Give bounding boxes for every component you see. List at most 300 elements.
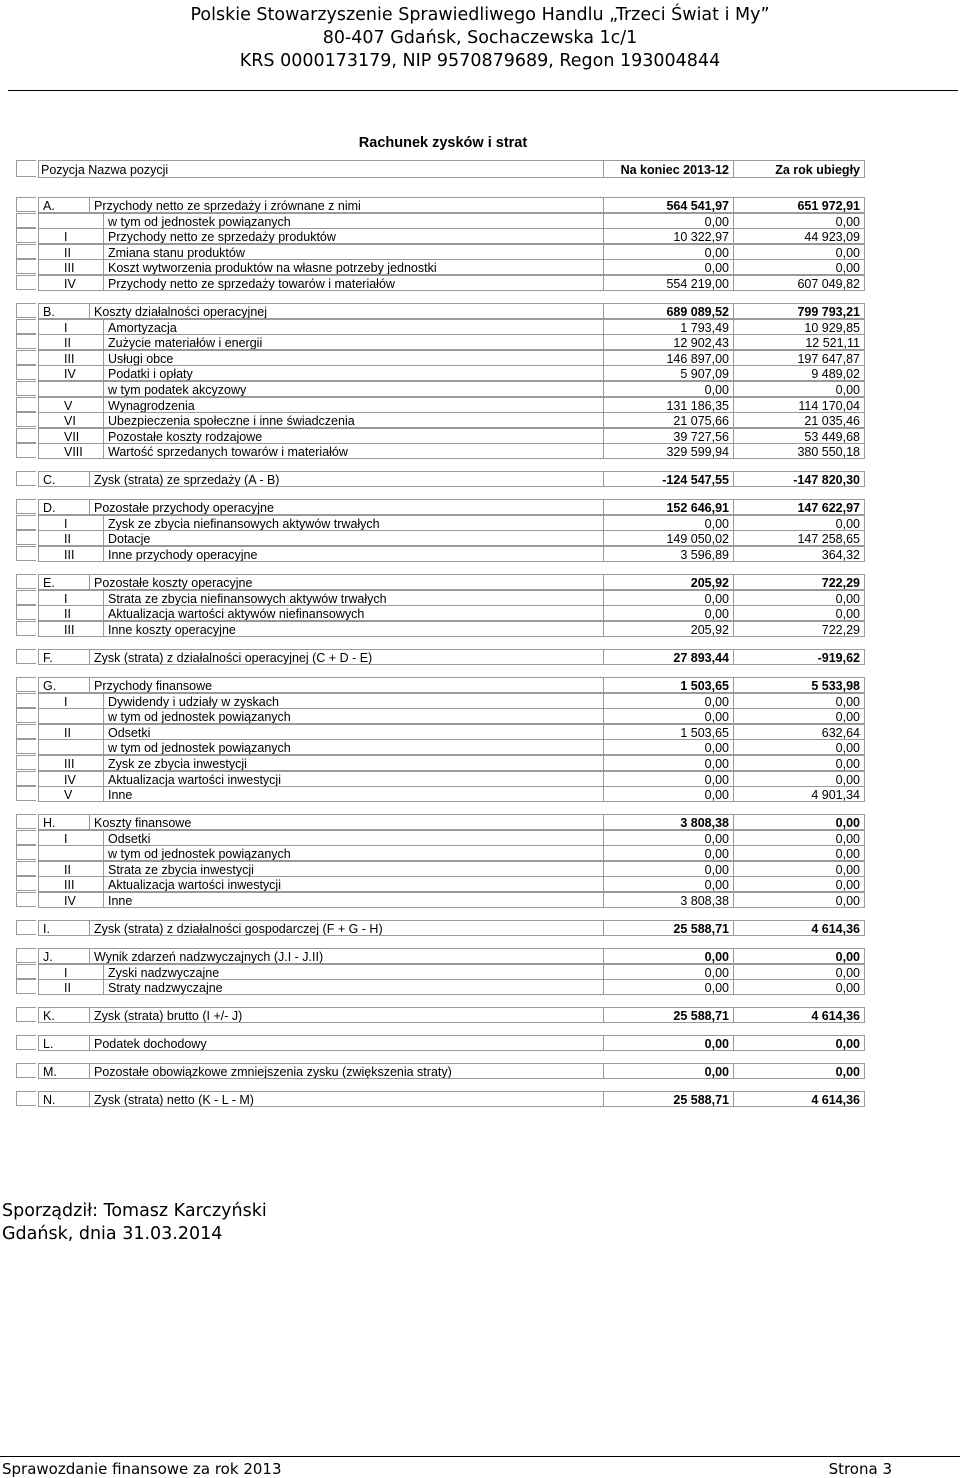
row-marker bbox=[16, 786, 36, 801]
column-current-label: Na koniec 2013-12 bbox=[604, 160, 734, 178]
row-code: VII bbox=[38, 428, 104, 444]
row-marker bbox=[16, 861, 36, 876]
row-code bbox=[38, 213, 104, 229]
row-name: Strata ze zbycia niefinansowych aktywów trwałych bbox=[104, 590, 604, 606]
value-previous: 0,00 bbox=[734, 213, 865, 229]
row-marker bbox=[16, 590, 36, 605]
table-row bbox=[16, 428, 865, 444]
row-code: IV bbox=[38, 365, 104, 381]
row-code: V bbox=[38, 397, 104, 413]
row-name: w tym od jednostek powiązanych bbox=[104, 739, 604, 755]
table-row bbox=[16, 515, 865, 531]
row-code: E. bbox=[38, 574, 90, 590]
value-current: 3 596,89 bbox=[604, 546, 734, 562]
row-name: Strata ze zbycia inwestycji bbox=[104, 861, 604, 877]
value-current: 0,00 bbox=[604, 244, 734, 260]
table-row bbox=[16, 530, 865, 546]
value-previous: 114 170,04 bbox=[734, 397, 865, 413]
row-marker bbox=[16, 228, 36, 243]
row-name: Ubezpieczenia społeczne i inne świadczenia bbox=[104, 412, 604, 428]
section-total-row bbox=[16, 814, 865, 830]
value-previous: 0,00 bbox=[734, 708, 865, 724]
row-marker bbox=[16, 739, 36, 754]
row-code: K. bbox=[38, 1007, 90, 1023]
value-current: 0,00 bbox=[604, 876, 734, 892]
value-previous: 4 901,34 bbox=[734, 786, 865, 802]
row-code: J. bbox=[38, 948, 90, 964]
row-name: Koszt wytworzenia produktów na własne potrzeby jednostki bbox=[104, 259, 604, 275]
table-row bbox=[16, 724, 865, 740]
row-code bbox=[38, 739, 104, 755]
table-row bbox=[16, 443, 865, 459]
row-name: Dywidendy i udziały w zyskach bbox=[104, 693, 604, 709]
footer-divider bbox=[0, 1456, 960, 1457]
row-code: F. bbox=[38, 649, 90, 665]
row-code: III bbox=[38, 546, 104, 562]
value-previous: 4 614,36 bbox=[734, 1091, 865, 1107]
value-previous: 0,00 bbox=[734, 739, 865, 755]
row-code bbox=[38, 381, 104, 397]
value-current: 0,00 bbox=[604, 771, 734, 787]
section-total-row bbox=[16, 649, 865, 665]
row-marker bbox=[16, 530, 36, 545]
column-header bbox=[16, 160, 865, 178]
row-name: Wynik zdarzeń nadzwyczajnych (J.I - J.II) bbox=[90, 948, 604, 964]
table-row bbox=[16, 365, 865, 381]
row-name: Podatki i opłaty bbox=[104, 365, 604, 381]
section-total-row bbox=[16, 1063, 865, 1079]
value-current: 146 897,00 bbox=[604, 350, 734, 366]
row-name: Aktualizacja wartości aktywów niefinansowych bbox=[104, 605, 604, 621]
table-row bbox=[16, 892, 865, 908]
table-row bbox=[16, 319, 865, 335]
row-code: II bbox=[38, 861, 104, 877]
row-name: Straty nadzwyczajne bbox=[104, 979, 604, 995]
value-current: 3 808,38 bbox=[604, 892, 734, 908]
value-previous: 0,00 bbox=[734, 1063, 865, 1079]
row-code: I bbox=[38, 228, 104, 244]
row-name: Zysk ze zbycia inwestycji bbox=[104, 755, 604, 771]
column-position-label: Pozycja bbox=[41, 163, 85, 177]
value-previous: 0,00 bbox=[734, 244, 865, 260]
row-name: Koszty finansowe bbox=[90, 814, 604, 830]
value-current: 0,00 bbox=[604, 515, 734, 531]
row-name: Wartość sprzedanych towarów i materiałów bbox=[104, 443, 604, 459]
table-row bbox=[16, 213, 865, 229]
value-previous: 799 793,21 bbox=[734, 303, 865, 319]
row-marker bbox=[16, 350, 36, 365]
value-current: 0,00 bbox=[604, 381, 734, 397]
value-previous: 0,00 bbox=[734, 605, 865, 621]
row-code: III bbox=[38, 621, 104, 637]
row-code: I bbox=[38, 693, 104, 709]
section-total-row bbox=[16, 1035, 865, 1051]
value-previous: 0,00 bbox=[734, 892, 865, 908]
value-previous: 0,00 bbox=[734, 948, 865, 964]
row-marker bbox=[16, 948, 36, 963]
value-previous: 0,00 bbox=[734, 1035, 865, 1051]
column-previous-label: Za rok ubiegły bbox=[734, 160, 865, 178]
table-row bbox=[16, 397, 865, 413]
row-marker bbox=[16, 649, 36, 664]
row-name: Pozostałe przychody operacyjne bbox=[90, 499, 604, 515]
value-current: 27 893,44 bbox=[604, 649, 734, 665]
row-name: Inne koszty operacyjne bbox=[104, 621, 604, 637]
row-name: w tym od jednostek powiązanych bbox=[104, 213, 604, 229]
place-date: Gdańsk, dnia 31.03.2014 bbox=[2, 1224, 223, 1244]
table-row bbox=[16, 259, 865, 275]
value-previous: 651 972,91 bbox=[734, 197, 865, 213]
value-current: 0,00 bbox=[604, 964, 734, 980]
row-marker bbox=[16, 621, 36, 636]
value-current: 205,92 bbox=[604, 621, 734, 637]
section-total-row bbox=[16, 499, 865, 515]
value-current: 205,92 bbox=[604, 574, 734, 590]
row-name: Przychody finansowe bbox=[90, 677, 604, 693]
row-marker bbox=[16, 319, 36, 334]
row-marker bbox=[16, 693, 36, 708]
row-code: VI bbox=[38, 412, 104, 428]
row-code: VIII bbox=[38, 443, 104, 459]
value-previous: 722,29 bbox=[734, 621, 865, 637]
table-row bbox=[16, 228, 865, 244]
section-total-row bbox=[16, 677, 865, 693]
value-current: 0,00 bbox=[604, 590, 734, 606]
row-marker bbox=[16, 428, 36, 443]
value-previous: 53 449,68 bbox=[734, 428, 865, 444]
value-current: 0,00 bbox=[604, 213, 734, 229]
value-previous: 4 614,36 bbox=[734, 1007, 865, 1023]
value-previous: 0,00 bbox=[734, 381, 865, 397]
statement-title: Rachunek zysków i strat bbox=[358, 135, 528, 151]
table-row bbox=[16, 412, 865, 428]
column-header-position-name bbox=[38, 160, 604, 178]
value-current: 0,00 bbox=[604, 1035, 734, 1051]
value-current: 0,00 bbox=[604, 786, 734, 802]
row-marker bbox=[16, 892, 36, 907]
value-previous: 632,64 bbox=[734, 724, 865, 740]
prepared-by: Sporządził: Tomasz Karczyński bbox=[2, 1201, 267, 1221]
row-code: N. bbox=[38, 1091, 90, 1107]
value-previous: -147 820,30 bbox=[734, 471, 865, 487]
value-previous: 0,00 bbox=[734, 515, 865, 531]
row-name: Inne bbox=[104, 892, 604, 908]
value-current: 0,00 bbox=[604, 739, 734, 755]
row-marker bbox=[16, 845, 36, 860]
row-marker bbox=[16, 708, 36, 723]
value-current: 25 588,71 bbox=[604, 1007, 734, 1023]
row-code: II bbox=[38, 724, 104, 740]
row-marker bbox=[16, 381, 36, 396]
row-marker bbox=[16, 334, 36, 349]
row-marker bbox=[16, 814, 36, 829]
value-previous: 147 622,97 bbox=[734, 499, 865, 515]
row-name: w tym podatek akcyzowy bbox=[104, 381, 604, 397]
value-previous: 0,00 bbox=[734, 590, 865, 606]
value-current: 131 186,35 bbox=[604, 397, 734, 413]
header-divider bbox=[8, 90, 958, 91]
row-name: w tym od jednostek powiązanych bbox=[104, 708, 604, 724]
row-code: I bbox=[38, 319, 104, 335]
row-marker bbox=[16, 443, 36, 458]
row-marker bbox=[16, 920, 36, 935]
value-previous: 607 049,82 bbox=[734, 275, 865, 291]
row-marker bbox=[16, 365, 36, 380]
row-name: Pozostałe koszty rodzajowe bbox=[104, 428, 604, 444]
row-name: Pozostałe obowiązkowe zmniejszenia zysku (zwiększenia straty) bbox=[90, 1063, 604, 1079]
value-previous: 0,00 bbox=[734, 259, 865, 275]
table-row bbox=[16, 693, 865, 709]
row-marker bbox=[16, 830, 36, 845]
row-marker bbox=[16, 515, 36, 530]
value-previous: 364,32 bbox=[734, 546, 865, 562]
row-name: Aktualizacja wartości inwestycji bbox=[104, 876, 604, 892]
row-name: Wynagrodzenia bbox=[104, 397, 604, 413]
row-name: Zysk ze zbycia niefinansowych aktywów trwałych bbox=[104, 515, 604, 531]
row-marker bbox=[16, 412, 36, 427]
value-previous: 0,00 bbox=[734, 876, 865, 892]
value-previous: 0,00 bbox=[734, 861, 865, 877]
row-code bbox=[38, 845, 104, 861]
value-previous: 0,00 bbox=[734, 979, 865, 995]
value-previous: 12 521,11 bbox=[734, 334, 865, 350]
value-current: 329 599,94 bbox=[604, 443, 734, 459]
value-previous: 0,00 bbox=[734, 771, 865, 787]
row-name: Koszty działalności operacyjnej bbox=[90, 303, 604, 319]
footer-document-title: Sprawozdanie finansowe za rok 2013 bbox=[2, 1460, 282, 1478]
row-name: Aktualizacja wartości inwestycji bbox=[104, 771, 604, 787]
value-current: 25 588,71 bbox=[604, 920, 734, 936]
value-current: 0,00 bbox=[604, 979, 734, 995]
row-code: D. bbox=[38, 499, 90, 515]
table-row bbox=[16, 786, 865, 802]
table-row bbox=[16, 350, 865, 366]
row-marker bbox=[16, 755, 36, 770]
table-row bbox=[16, 334, 865, 350]
row-marker bbox=[16, 303, 36, 318]
row-marker bbox=[16, 605, 36, 620]
row-marker bbox=[16, 244, 36, 259]
table-row bbox=[16, 546, 865, 562]
row-name: Przychody netto ze sprzedaży towarów i materiałów bbox=[104, 275, 604, 291]
value-previous: 4 614,36 bbox=[734, 920, 865, 936]
row-name: Zysk (strata) z działalności gospodarczej (F + G - H) bbox=[90, 920, 604, 936]
row-name: Inne przychody operacyjne bbox=[104, 546, 604, 562]
row-code: II bbox=[38, 334, 104, 350]
value-previous: 10 929,85 bbox=[734, 319, 865, 335]
value-current: 554 219,00 bbox=[604, 275, 734, 291]
value-current: 564 541,97 bbox=[604, 197, 734, 213]
table-row bbox=[16, 876, 865, 892]
row-name: w tym od jednostek powiązanych bbox=[104, 845, 604, 861]
value-previous: 380 550,18 bbox=[734, 443, 865, 459]
row-name: Odsetki bbox=[104, 830, 604, 846]
row-name: Zyski nadzwyczajne bbox=[104, 964, 604, 980]
row-marker bbox=[16, 397, 36, 412]
row-marker bbox=[16, 574, 36, 589]
row-marker bbox=[16, 876, 36, 891]
section-total-row bbox=[16, 303, 865, 319]
value-current: 149 050,02 bbox=[604, 530, 734, 546]
row-name: Zysk (strata) ze sprzedaży (A - B) bbox=[90, 471, 604, 487]
value-current: 0,00 bbox=[604, 605, 734, 621]
value-current: 12 902,43 bbox=[604, 334, 734, 350]
section-total-row bbox=[16, 1091, 865, 1107]
table-row bbox=[16, 244, 865, 260]
row-name: Dotacje bbox=[104, 530, 604, 546]
row-code: III bbox=[38, 755, 104, 771]
value-previous: 9 489,02 bbox=[734, 365, 865, 381]
value-current: 5 907,09 bbox=[604, 365, 734, 381]
value-previous: 0,00 bbox=[734, 845, 865, 861]
table-row bbox=[16, 739, 865, 755]
row-marker bbox=[16, 964, 36, 979]
row-code: I. bbox=[38, 920, 90, 936]
table-row bbox=[16, 621, 865, 637]
row-name: Zmiana stanu produktów bbox=[104, 244, 604, 260]
row-marker bbox=[16, 1035, 36, 1050]
row-name: Pozostałe koszty operacyjne bbox=[90, 574, 604, 590]
value-current: 0,00 bbox=[604, 755, 734, 771]
row-marker bbox=[16, 160, 36, 177]
value-current: 1 503,65 bbox=[604, 724, 734, 740]
value-previous: 197 647,87 bbox=[734, 350, 865, 366]
table-row bbox=[16, 964, 865, 980]
row-code: II bbox=[38, 530, 104, 546]
row-code: III bbox=[38, 876, 104, 892]
section-total-row bbox=[16, 948, 865, 964]
value-current: 0,00 bbox=[604, 259, 734, 275]
org-registry: KRS 0000173179, NIP 9570879689, Regon 193004844 bbox=[239, 51, 721, 71]
row-marker bbox=[16, 197, 36, 212]
row-code: II bbox=[38, 979, 104, 995]
row-marker bbox=[16, 979, 36, 994]
row-name: Zysk (strata) z działalności operacyjnej (C + D - E) bbox=[90, 649, 604, 665]
row-code: C. bbox=[38, 471, 90, 487]
value-previous: 44 923,09 bbox=[734, 228, 865, 244]
value-current: 152 646,91 bbox=[604, 499, 734, 515]
row-marker bbox=[16, 275, 36, 290]
row-name: Amortyzacja bbox=[104, 319, 604, 335]
table-row bbox=[16, 845, 865, 861]
value-current: 0,00 bbox=[604, 861, 734, 877]
row-marker bbox=[16, 259, 36, 274]
row-code: A. bbox=[38, 197, 90, 213]
row-code: M. bbox=[38, 1063, 90, 1079]
table-row bbox=[16, 381, 865, 397]
table-row bbox=[16, 275, 865, 291]
value-previous: 0,00 bbox=[734, 693, 865, 709]
row-code: H. bbox=[38, 814, 90, 830]
row-marker bbox=[16, 1007, 36, 1022]
row-marker bbox=[16, 471, 36, 486]
value-current: 21 075,66 bbox=[604, 412, 734, 428]
value-previous: 0,00 bbox=[734, 830, 865, 846]
row-marker bbox=[16, 724, 36, 739]
value-current: 0,00 bbox=[604, 1063, 734, 1079]
value-current: 0,00 bbox=[604, 948, 734, 964]
footer-page-number: Strona 3 bbox=[828, 1460, 892, 1478]
row-code: IV bbox=[38, 275, 104, 291]
table-row bbox=[16, 861, 865, 877]
value-previous: 0,00 bbox=[734, 814, 865, 830]
section-total-row bbox=[16, 197, 865, 213]
org-name: Polskie Stowarzyszenie Sprawiedliwego Handlu „Trzeci Świat i My” bbox=[190, 5, 770, 25]
value-current: 0,00 bbox=[604, 830, 734, 846]
row-code: I bbox=[38, 590, 104, 606]
row-code: I bbox=[38, 964, 104, 980]
row-marker bbox=[16, 213, 36, 228]
value-current: 1 793,49 bbox=[604, 319, 734, 335]
row-name: Odsetki bbox=[104, 724, 604, 740]
org-address: 80-407 Gdańsk, Sochaczewska 1c/1 bbox=[322, 28, 638, 48]
table-row bbox=[16, 605, 865, 621]
row-code: I bbox=[38, 830, 104, 846]
value-current: 0,00 bbox=[604, 693, 734, 709]
row-name: Zysk (strata) netto (K - L - M) bbox=[90, 1091, 604, 1107]
value-previous: 0,00 bbox=[734, 755, 865, 771]
table-row bbox=[16, 708, 865, 724]
row-code: IV bbox=[38, 771, 104, 787]
value-current: 10 322,97 bbox=[604, 228, 734, 244]
row-marker bbox=[16, 1063, 36, 1078]
row-name: Inne bbox=[104, 786, 604, 802]
value-previous: 147 258,65 bbox=[734, 530, 865, 546]
section-total-row bbox=[16, 471, 865, 487]
section-total-row bbox=[16, 574, 865, 590]
row-marker bbox=[16, 1091, 36, 1106]
value-current: 0,00 bbox=[604, 845, 734, 861]
value-current: 25 588,71 bbox=[604, 1091, 734, 1107]
section-total-row bbox=[16, 1007, 865, 1023]
row-marker bbox=[16, 677, 36, 692]
row-code: B. bbox=[38, 303, 90, 319]
table-row bbox=[16, 590, 865, 606]
row-code bbox=[38, 708, 104, 724]
value-current: -124 547,55 bbox=[604, 471, 734, 487]
table-row bbox=[16, 979, 865, 995]
row-code: V bbox=[38, 786, 104, 802]
row-name: Przychody netto ze sprzedaży produktów bbox=[104, 228, 604, 244]
row-marker bbox=[16, 499, 36, 514]
row-code: IV bbox=[38, 892, 104, 908]
section-total-row bbox=[16, 920, 865, 936]
value-current: 3 808,38 bbox=[604, 814, 734, 830]
value-current: 689 089,52 bbox=[604, 303, 734, 319]
row-name: Zysk (strata) brutto (I +/- J) bbox=[90, 1007, 604, 1023]
row-name: Podatek dochodowy bbox=[90, 1035, 604, 1051]
row-name: Zużycie materiałów i energii bbox=[104, 334, 604, 350]
value-previous: -919,62 bbox=[734, 649, 865, 665]
row-code: II bbox=[38, 244, 104, 260]
row-marker bbox=[16, 771, 36, 786]
row-code: III bbox=[38, 259, 104, 275]
table-row bbox=[16, 830, 865, 846]
value-previous: 21 035,46 bbox=[734, 412, 865, 428]
value-previous: 0,00 bbox=[734, 964, 865, 980]
value-previous: 722,29 bbox=[734, 574, 865, 590]
table-row bbox=[16, 755, 865, 771]
value-current: 0,00 bbox=[604, 708, 734, 724]
row-name: Usługi obce bbox=[104, 350, 604, 366]
row-code: L. bbox=[38, 1035, 90, 1051]
row-code: III bbox=[38, 350, 104, 366]
row-code: II bbox=[38, 605, 104, 621]
value-current: 1 503,65 bbox=[604, 677, 734, 693]
table-row bbox=[16, 771, 865, 787]
row-code: G. bbox=[38, 677, 90, 693]
row-marker bbox=[16, 546, 36, 561]
